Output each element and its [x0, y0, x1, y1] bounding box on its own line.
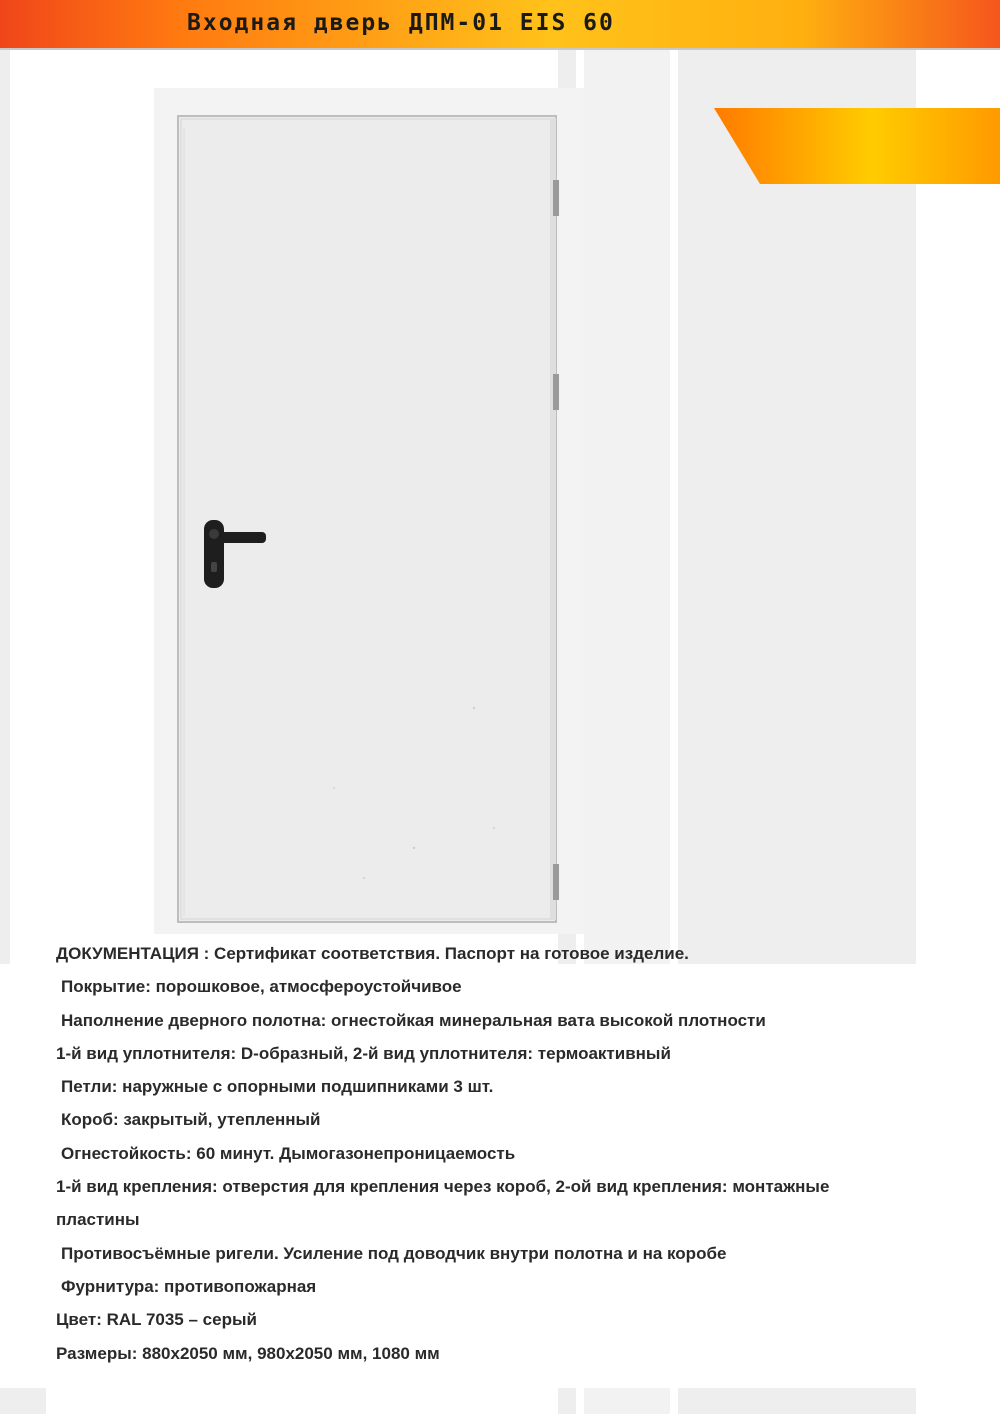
door-illustration-icon	[154, 88, 584, 934]
spec-frame: Короб: закрытый, утепленный	[61, 1110, 321, 1130]
background-stripe-1	[0, 48, 10, 964]
spec-documentation: ДОКУМЕНТАЦИЯ : Сертификат соответствия. Паспорт на готовое изделие.	[56, 944, 689, 963]
background-stripe-bottom-1	[0, 1388, 46, 1414]
spec-color: Цвет: RAL 7035 – серый	[56, 1310, 257, 1330]
spec-bolts: Противосъёмные ригели. Усиление под доводчик внутри полотна и на коробе	[61, 1243, 727, 1263]
background-stripe-bottom-3	[584, 1388, 670, 1414]
background-stripe-bottom-2	[558, 1388, 576, 1414]
spec-mounting-line-1: 1-й вид крепления: отверстия для крепления через короб, 2-ой вид крепления: монтажные	[56, 1177, 830, 1197]
background-stripe-4	[678, 48, 916, 964]
header-banner	[0, 0, 1000, 50]
spec-sizes: Размеры: 880х2050 мм, 980х2050 мм, 1080 мм	[56, 1343, 440, 1363]
spec-seals: 1-й вид уплотнителя: D-образный, 2-й вид уплотнителя: термоактивный	[56, 1043, 671, 1063]
spec-mounting-line-2: пластины	[56, 1210, 140, 1230]
door-image	[154, 88, 584, 934]
spec-hinges: Петли: наружные с опорными подшипниками 3 шт.	[61, 1077, 494, 1097]
spec-filling: Наполнение дверного полотна: огнестойкая минеральная вата высокой плотности	[61, 1010, 766, 1030]
spec-coating: Покрытие: порошковое, атмосфероустойчивое	[61, 977, 462, 997]
spec-fire-resistance: Огнестойкость: 60 минут. Дымогазонепроницаемость	[61, 1143, 516, 1163]
specifications	[56, 937, 936, 1370]
background-stripe-bottom-4	[678, 1388, 916, 1414]
page-title: Входная дверь ДПМ-01 EIS 60	[187, 10, 615, 36]
background-stripe-3	[584, 48, 670, 964]
decorative-wedge	[714, 108, 1000, 184]
spec-fittings: Фурнитура: противопожарная	[61, 1276, 317, 1296]
